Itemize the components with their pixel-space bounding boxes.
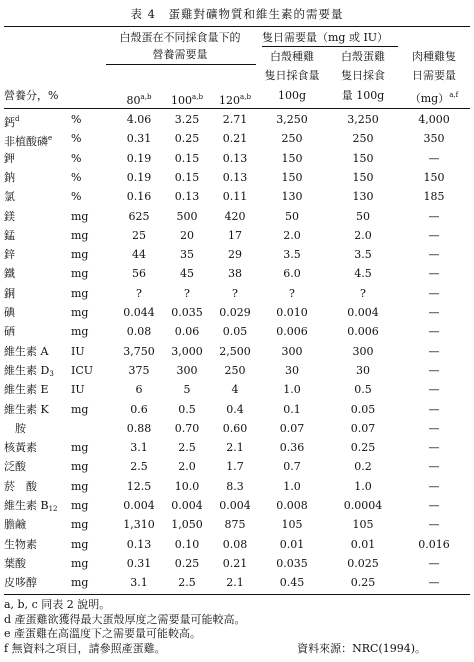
table-row: [4, 322, 470, 341]
value-cell: 0.15: [174, 170, 200, 184]
value-cell: 0.01: [279, 537, 305, 551]
value-cell: —: [428, 518, 440, 532]
value-cell: 350: [423, 132, 445, 146]
header-col5-line3: 量 100g: [341, 89, 385, 102]
value-cell: 0.31: [126, 132, 152, 146]
unit-cell: mg: [71, 537, 89, 551]
value-cell: 0.13: [126, 537, 152, 551]
value-cell: ?: [232, 286, 238, 300]
nutrient-name: 膽鹼: [4, 518, 26, 532]
value-cell: 130: [352, 190, 374, 204]
value-cell: 0.10: [174, 537, 200, 551]
header-col5-line1: 白殼蛋雞: [341, 50, 385, 63]
value-cell: 500: [176, 209, 198, 223]
unit-cell: IU: [71, 383, 85, 397]
value-cell: ?: [360, 286, 366, 300]
value-cell: 5: [183, 383, 191, 397]
value-cell: 3.5: [283, 248, 301, 262]
nutrient-name: 維生素 A: [4, 344, 49, 358]
table-row: [4, 245, 470, 264]
header-intake-group-line2: 營養需要量: [152, 48, 208, 61]
value-cell: —: [428, 306, 440, 319]
value-cell: 0.21: [222, 132, 248, 146]
header-intake-80: 80$^{a,b}$: [126, 93, 152, 107]
header-col4-line2: 隻日採食量: [264, 69, 320, 82]
value-cell: —: [428, 248, 440, 262]
value-cell: 1,050: [171, 518, 203, 532]
value-cell: 3,000: [171, 344, 203, 358]
value-cell: 0.31: [126, 556, 152, 570]
value-cell: 2.0: [354, 228, 372, 242]
value-cell: 2.5: [130, 460, 148, 474]
note-e: e 產蛋雞在高溫度下之需要量可能較高。: [4, 627, 202, 640]
value-cell: 1,310: [123, 518, 155, 532]
value-cell: 0.16: [126, 190, 152, 204]
table-row: [4, 554, 470, 573]
value-cell: 0.19: [126, 170, 152, 184]
nutrient-name: 泛酸: [4, 460, 26, 474]
value-cell: 2.1: [226, 441, 244, 455]
value-cell: 44: [132, 248, 146, 262]
unit-cell: mg: [71, 209, 89, 223]
value-cell: 0.08: [222, 537, 248, 551]
nutrient-name: 鋅: [4, 248, 15, 262]
nutrient-name: 硒: [4, 325, 15, 339]
value-cell: 0.006: [347, 325, 379, 339]
value-cell: —: [428, 383, 440, 397]
table-row: [4, 284, 470, 303]
value-cell: 2.0: [178, 460, 196, 474]
value-cell: 56: [132, 267, 146, 281]
value-cell: 0.029: [219, 306, 251, 319]
value-cell: 300: [176, 363, 198, 377]
value-cell: 0.07: [279, 421, 305, 435]
value-cell: 150: [281, 151, 303, 165]
value-cell: 8.3: [226, 479, 244, 493]
value-cell: 150: [352, 170, 374, 184]
value-cell: 2.5: [178, 441, 196, 455]
unit-cell: %: [71, 170, 82, 184]
unit-cell: mg: [71, 479, 89, 493]
header-intake-group-line1: 白殼蛋在不同採食量下的: [119, 31, 241, 44]
unit-cell: mg: [71, 248, 89, 262]
nutrient-name: 碘: [4, 306, 15, 319]
value-cell: 0.45: [279, 576, 305, 590]
unit-cell: %: [71, 190, 82, 204]
value-cell: 1.7: [226, 460, 244, 474]
value-cell: —: [428, 460, 440, 474]
value-cell: 0.5: [354, 383, 372, 397]
nutrient-name: 氯: [4, 190, 15, 204]
value-cell: 0.004: [171, 499, 203, 512]
value-cell: 0.025: [347, 556, 379, 570]
value-cell: 0.004: [219, 499, 251, 512]
value-cell: 150: [281, 170, 303, 184]
value-cell: 2.71: [222, 113, 248, 126]
nutrient-name: 鉀: [4, 151, 15, 165]
unit-cell: mg: [71, 267, 89, 281]
value-cell: 105: [352, 518, 374, 532]
table-row: [4, 361, 470, 380]
header-intake-100: 100$^{a,b}$: [171, 93, 203, 107]
nutrient-name: 維生素 $B_{12}$: [4, 499, 58, 513]
value-cell: 0.25: [174, 132, 200, 146]
value-cell: 50: [285, 209, 299, 223]
value-cell: 0.035: [276, 556, 308, 570]
table-row: [4, 168, 470, 187]
value-cell: 375: [128, 363, 150, 377]
value-cell: 0.044: [123, 306, 155, 319]
nutrient-name: 鈣$^d$: [4, 115, 20, 129]
nutrient-name: 錳: [4, 228, 15, 242]
unit-cell: ICU: [71, 363, 94, 377]
nutrient-name: 銅: [4, 286, 15, 300]
value-cell: 4.5: [354, 267, 372, 281]
table-row: [4, 110, 470, 129]
value-cell: 4: [231, 383, 239, 397]
unit-cell: mg: [71, 556, 89, 570]
nutrient-name: 菸 酸: [4, 479, 37, 493]
nutrient-name: 鈉: [4, 170, 15, 184]
value-cell: 250: [281, 132, 303, 146]
value-cell: 3.1: [130, 576, 148, 590]
value-cell: 250: [224, 363, 246, 377]
value-cell: —: [428, 344, 440, 358]
value-cell: —: [428, 228, 440, 242]
table-row: [4, 264, 470, 283]
header-nutrient-label: 營養分，%: [4, 89, 59, 102]
value-cell: 2.5: [178, 576, 196, 590]
value-cell: 29: [228, 248, 242, 262]
value-cell: 3,250: [347, 113, 379, 126]
value-cell: —: [428, 286, 440, 300]
value-cell: 0.15: [174, 151, 200, 165]
value-cell: 4.06: [126, 113, 152, 126]
value-cell: —: [428, 151, 440, 165]
table-row: [4, 149, 470, 168]
note-d: d 產蛋雞欲獲得最大蛋殼厚度之需要量可能較高。: [4, 612, 246, 626]
header-intake-underline: [106, 64, 256, 65]
unit-cell: %: [71, 132, 82, 146]
header-col4-line1: 白殼種雞: [270, 50, 314, 63]
value-cell: 0.008: [276, 499, 308, 512]
nutrient-name: 維生素 E: [4, 383, 49, 397]
value-cell: 0.11: [222, 190, 248, 204]
table-notes: [4, 598, 470, 656]
header-intake-120: 120$^{a,b}$: [219, 93, 251, 107]
value-cell: 250: [352, 132, 374, 146]
value-cell: 150: [352, 151, 374, 165]
unit-cell: mg: [71, 460, 89, 474]
note-abc: a, b, c 同表 2 說明。: [4, 598, 111, 611]
value-cell: —: [428, 325, 440, 339]
value-cell: ?: [136, 286, 142, 300]
value-cell: 2.1: [226, 576, 244, 590]
table-row: [4, 226, 470, 245]
value-cell: 10.0: [174, 479, 200, 493]
nutrient-name: 生物素: [4, 537, 37, 551]
table-row: [4, 535, 470, 554]
table-row: [4, 496, 470, 515]
value-cell: 0.21: [222, 556, 248, 570]
table-row: [4, 400, 470, 419]
value-cell: 0.13: [222, 170, 248, 184]
value-cell: 20: [180, 228, 194, 242]
value-cell: 35: [180, 248, 194, 262]
table-row: [4, 573, 470, 592]
value-cell: 17: [228, 228, 242, 242]
value-cell: —: [428, 441, 440, 455]
value-cell: 420: [224, 209, 246, 223]
value-cell: ?: [289, 286, 295, 300]
value-cell: 0.2: [354, 460, 372, 474]
value-cell: 1.0: [354, 479, 372, 493]
value-cell: 0.01: [350, 537, 376, 551]
value-cell: 300: [352, 344, 374, 358]
value-cell: 3,750: [123, 344, 155, 358]
table-row: [4, 438, 470, 457]
unit-cell: mg: [71, 402, 89, 416]
header-col4-line3: 100g: [277, 89, 307, 102]
value-cell: 0.07: [350, 421, 376, 435]
value-cell: 0.6: [130, 402, 148, 416]
value-cell: —: [428, 402, 440, 416]
value-cell: 0.70: [174, 421, 200, 435]
value-cell: 0.05: [222, 325, 248, 339]
value-cell: 1.0: [283, 479, 301, 493]
table-row: [4, 207, 470, 226]
value-cell: 6: [135, 383, 143, 397]
unit-cell: mg: [71, 518, 89, 532]
value-cell: —: [428, 499, 440, 512]
nutrient-name: 胺: [4, 421, 26, 435]
value-cell: 0.7: [283, 460, 301, 474]
value-cell: 12.5: [126, 479, 152, 493]
value-cell: —: [428, 576, 440, 590]
table-bottom-rule: [4, 594, 470, 595]
value-cell: 50: [356, 209, 370, 223]
table-row: [4, 303, 470, 322]
nutrient-name: 鐵: [4, 267, 15, 281]
value-cell: 0.4: [226, 402, 244, 416]
value-cell: —: [428, 209, 440, 223]
unit-cell: mg: [71, 576, 89, 590]
value-cell: 0.05: [350, 402, 376, 416]
value-cell: 3,250: [276, 113, 308, 126]
table-row: [4, 380, 470, 399]
value-cell: 2,500: [219, 344, 251, 358]
value-cell: 38: [228, 267, 242, 281]
value-cell: 4,000: [418, 113, 450, 126]
value-cell: 0.5: [178, 402, 196, 416]
unit-cell: IU: [71, 344, 85, 358]
value-cell: —: [428, 556, 440, 570]
table-row: [4, 457, 470, 476]
value-cell: 0.13: [222, 151, 248, 165]
table-row: [4, 342, 470, 361]
nutrient-name: 鎂: [4, 209, 15, 223]
value-cell: 0.88: [126, 421, 152, 435]
value-cell: 0.010: [276, 306, 308, 319]
header-col6-line2: 日需要量: [412, 69, 456, 82]
value-cell: 0.25: [174, 556, 200, 570]
value-cell: 0.25: [350, 576, 376, 590]
unit-cell: mg: [71, 441, 89, 455]
value-cell: —: [428, 363, 440, 377]
table-caption: 表 4 蛋雞對礦物質和維生素的需要量: [130, 7, 344, 21]
nutrient-name: 非植酸磷$^e$: [4, 134, 53, 149]
value-cell: 3.5: [354, 248, 372, 262]
value-cell: 0.36: [279, 441, 305, 455]
unit-cell: mg: [71, 228, 89, 242]
value-cell: 45: [180, 267, 194, 281]
note-f: f 無資料之項目，請參照產蛋雞。 資料來源：NRC(1994)。: [4, 641, 426, 655]
value-cell: 130: [281, 190, 303, 204]
value-cell: —: [428, 421, 440, 435]
unit-cell: mg: [71, 286, 89, 300]
value-cell: 0.006: [276, 325, 308, 339]
value-cell: 3.1: [130, 441, 148, 455]
value-cell: 0.1: [283, 402, 301, 416]
unit-cell: mg: [71, 325, 89, 339]
value-cell: ?: [184, 286, 190, 300]
table-top-rule: [4, 26, 470, 27]
value-cell: 625: [128, 209, 150, 223]
value-cell: 1.0: [283, 383, 301, 397]
unit-cell: %: [71, 113, 82, 126]
value-cell: 105: [281, 518, 303, 532]
value-cell: 0.25: [350, 441, 376, 455]
table-row: [4, 477, 470, 496]
header-bottom-rule: [4, 108, 470, 109]
table-row: [4, 187, 470, 206]
value-cell: 2.0: [283, 228, 301, 242]
value-cell: —: [428, 267, 440, 281]
value-cell: 30: [285, 363, 299, 377]
unit-cell: mg: [71, 306, 89, 319]
value-cell: 875: [224, 518, 246, 532]
value-cell: 0.0004: [343, 499, 383, 512]
value-cell: 6.0: [283, 267, 301, 281]
value-cell: 3.25: [174, 113, 200, 126]
header-daily-requirement-group: 隻日需要量（mg 或 IU）: [262, 31, 389, 44]
nutrient-name: 葉酸: [4, 556, 26, 570]
value-cell: 0.004: [123, 499, 155, 512]
nutrient-name: 維生素 K: [4, 402, 49, 416]
value-cell: 0.004: [347, 306, 379, 319]
value-cell: 300: [281, 344, 303, 358]
nutrient-requirements-table: [4, 26, 470, 596]
header-col6-line1: 肉種雞隻: [412, 50, 456, 63]
value-cell: 0.60: [222, 421, 248, 435]
value-cell: 0.06: [174, 325, 200, 339]
table-row: [4, 129, 470, 148]
value-cell: 0.13: [174, 190, 200, 204]
unit-cell: %: [71, 151, 82, 165]
source-citation: 資料來源：NRC(1994)。: [297, 641, 426, 655]
value-cell: —: [428, 479, 440, 493]
value-cell: 185: [423, 190, 445, 204]
unit-cell: mg: [71, 499, 89, 512]
value-cell: 0.19: [126, 151, 152, 165]
value-cell: 0.016: [418, 537, 450, 551]
table-row: [4, 515, 470, 534]
header-col5-line2: 隻日採食: [341, 69, 385, 82]
header-col6-line3: （mg）$^{a,f}$: [409, 91, 459, 105]
value-cell: 150: [423, 170, 445, 184]
value-cell: 0.08: [126, 325, 152, 339]
table-row: [4, 419, 470, 438]
nutrient-name: 皮哆醇: [4, 576, 37, 590]
value-cell: 30: [356, 363, 370, 377]
nutrient-name: 維生素 $D_3$: [4, 363, 54, 378]
nutrient-name: 核黃素: [4, 441, 37, 455]
value-cell: 25: [132, 228, 146, 242]
value-cell: 0.035: [171, 306, 203, 319]
